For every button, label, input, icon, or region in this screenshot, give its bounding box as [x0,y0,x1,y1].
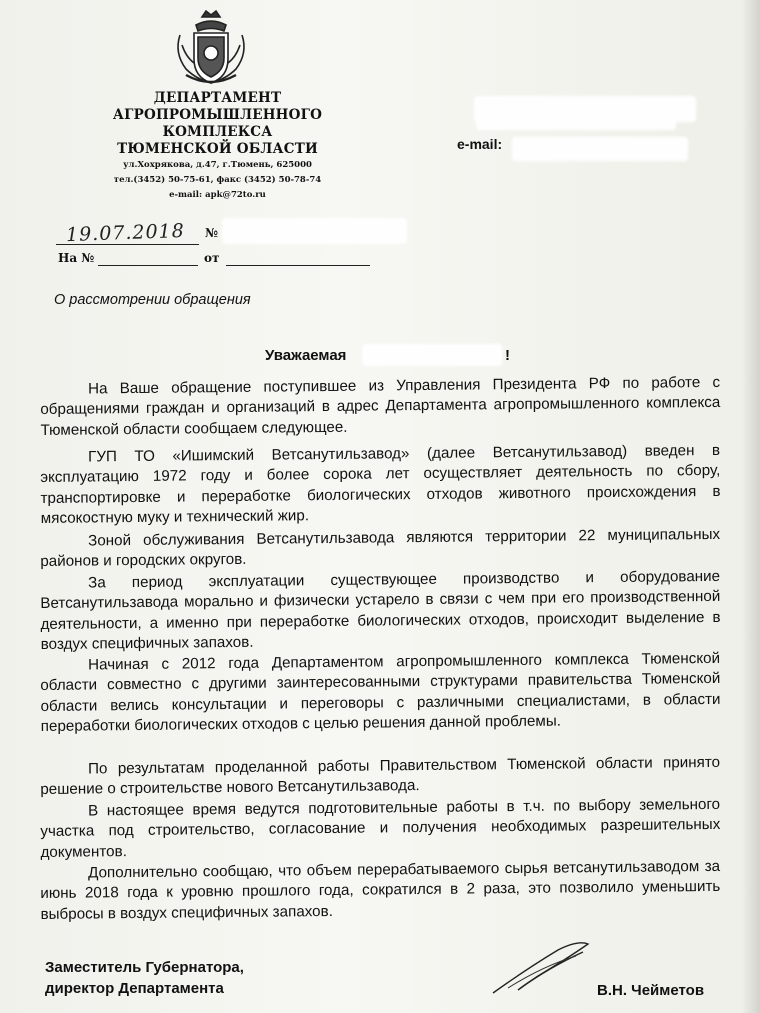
paragraph-5-text: Начиная с 2012 года Департаментом агропромышленного комплекса Тюменской области совместно с другими заинтересованными структурами правительства Тюменской области велись консультации и переговоры с различными специалистами, в области переработки биологических отходов с целью решения данной проблемы. [40,649,721,736]
signatory-title [45,957,244,999]
salutation-end: ! [505,347,510,364]
handwritten-signature [488,938,598,998]
signatory-title-line-1: Заместитель Губернатора, [45,959,244,976]
signatory-name: В.Н. Чейметов [597,982,705,999]
paragraph-2-text: ГУП ТО «Ишимский Ветсанутильзавод» (далее Ветсанутильзавод) введен в эксплуатацию 1972 году и более сорока лет осуществляет деятельность по сбору, транспортировке и переработке биологических отходов животного происхождения в мясокостную муку и технический жир. [40,441,721,528]
ref-number-line [98,265,198,266]
org-line-3: КОМПЛЕКСА [162,124,273,140]
paragraph-3-text: Зоной обслуживания Ветсанутильзавода являются территории 22 муниципальных районов и городских округов. [40,525,721,571]
paragraph-7-text: В настоящее время ведутся подготовительные работы в т.ч. по выбору земельного участка под строительство, согласование и получения необходимых разрешительных документов. [40,795,721,861]
org-line-1: ДЕПАРТАМЕНТ [153,90,282,106]
paragraph-5 [40,649,721,738]
paragraph-3 [40,525,720,573]
salutation: Уважаемая [265,347,347,364]
ref-from-line [226,265,370,266]
redacted-outgoing-number [222,218,407,244]
ref-from-label: от [204,251,220,265]
org-phone: тел.(3452) 50-75-61, факс (3452) 50-78-74 [113,175,322,185]
paragraph-4-text: За период эксплуатации существующее производство и оборудование Ветсанутильзавода морально и физически устарело в связи с чем при его производственной деятельности, а именно при переработке биологических отходов, происходит выделение в воздух специфичных запахов. [40,567,721,654]
paragraph-8-text: Дополнительно сообщаю, что объем перерабатываемого сырья ветсанутильзаводом за июнь 2018 года к уровню прошлого года, сократился в 2 раза, это позволило уменьшить выбросы в воздух специфичных запахов. [40,857,721,923]
paragraph-6 [40,753,720,801]
paragraph-2 [40,441,721,530]
letterhead [105,90,330,203]
org-address: ул.Хохрякова, д.47, г.Тюмень, 625000 [123,160,312,170]
paragraph-1 [40,373,721,441]
org-line-2: АГРОПРОМЫШЛЕННОГО [112,107,323,123]
date-underline [56,244,199,245]
redacted-recipient-email [512,137,688,161]
letter-subject: О рассмотрении обращения [54,292,251,308]
coat-of-arms-emblem [172,5,250,91]
paragraph-8 [40,857,721,925]
paragraph-7 [40,795,721,863]
paragraph-6-text: По результатам проделанной работы Правительством Тюменской области принято решение о строительстве нового Ветсанутильзавода. [40,753,721,799]
signatory-title-line-2: директор Департамента [45,980,224,997]
org-email: e-mail: apk@72to.ru [169,190,266,200]
number-sign: № [205,226,219,240]
ref-number-label: На № [58,251,95,265]
redacted-recipient-line [476,118,676,130]
org-line-4: ТЮМЕНСКОЙ ОБЛАСТИ [117,141,318,157]
paragraph-4 [40,567,721,656]
handwritten-date: 19.07.2018 [65,219,186,247]
redacted-addressee [362,344,502,366]
paragraph-1-text: На Ваше обращение поступившее из Управления Президента РФ по работе с обращениями граждан и организаций в адрес Департамента агропромышленного комплекса Тюменской области сообщаем следующее. [40,373,721,439]
recipient-email-label: e-mail: [457,136,503,152]
